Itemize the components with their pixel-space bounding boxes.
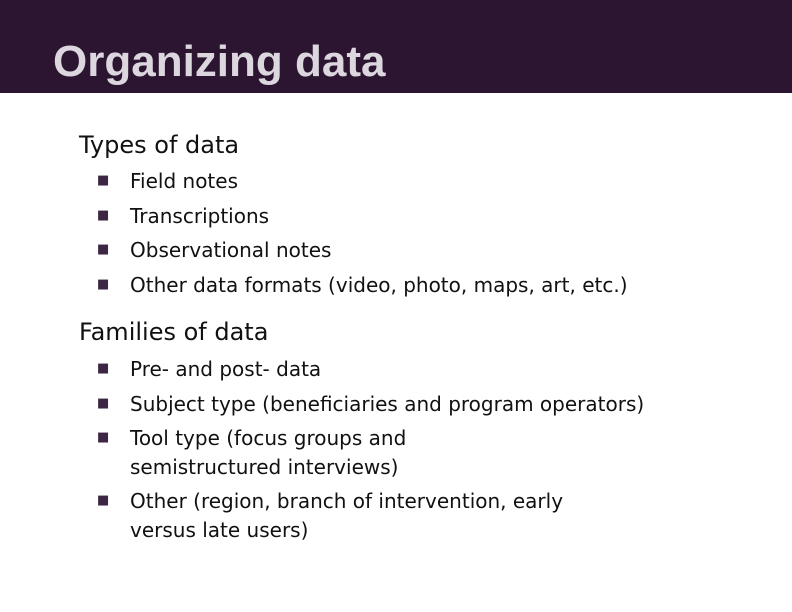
- section-heading-types: Types of data: [79, 131, 240, 159]
- square-bullet-icon: ■: [97, 242, 110, 257]
- square-bullet-icon: ■: [97, 173, 110, 188]
- square-bullet-icon: ■: [97, 493, 110, 508]
- square-bullet-icon: ■: [97, 276, 110, 292]
- list-item: [95, 390, 644, 419]
- square-bullet-icon: ■: [97, 430, 110, 445]
- list-item-text: Transcriptions: [130, 203, 270, 228]
- list-item: [95, 268, 628, 303]
- list-item-text-continued: versus late users): [130, 517, 309, 542]
- list-item-text: Tool type (focus groups and: [130, 426, 407, 450]
- list-item-text-continued: semistructured interviews): [130, 454, 399, 479]
- families-of-data-list: [95, 355, 644, 550]
- types-of-data-list: [95, 164, 628, 302]
- list-item: [95, 424, 644, 481]
- list-item: [95, 487, 644, 544]
- list-item: [95, 355, 644, 384]
- list-item: [95, 233, 628, 268]
- list-item-text: Other (region, branch of intervention, early: [130, 489, 564, 513]
- slide-title: Organizing data: [53, 37, 386, 86]
- square-bullet-icon: ■: [97, 361, 110, 376]
- section-heading-families: Families of data: [79, 318, 269, 346]
- list-item-text: Pre- and post- data: [130, 357, 322, 381]
- list-item-text: Subject type (beneficiaries and program operators): [130, 391, 645, 416]
- square-bullet-icon: ■: [97, 207, 110, 223]
- square-bullet-icon: ■: [97, 395, 110, 411]
- list-item: [95, 164, 628, 199]
- list-item: [95, 199, 628, 234]
- list-item-text: Other data formats (video, photo, maps, art, etc.): [130, 272, 628, 297]
- list-item-text: Field notes: [130, 169, 238, 193]
- list-item-text: Observational notes: [130, 238, 332, 262]
- title-bar: [0, 0, 792, 93]
